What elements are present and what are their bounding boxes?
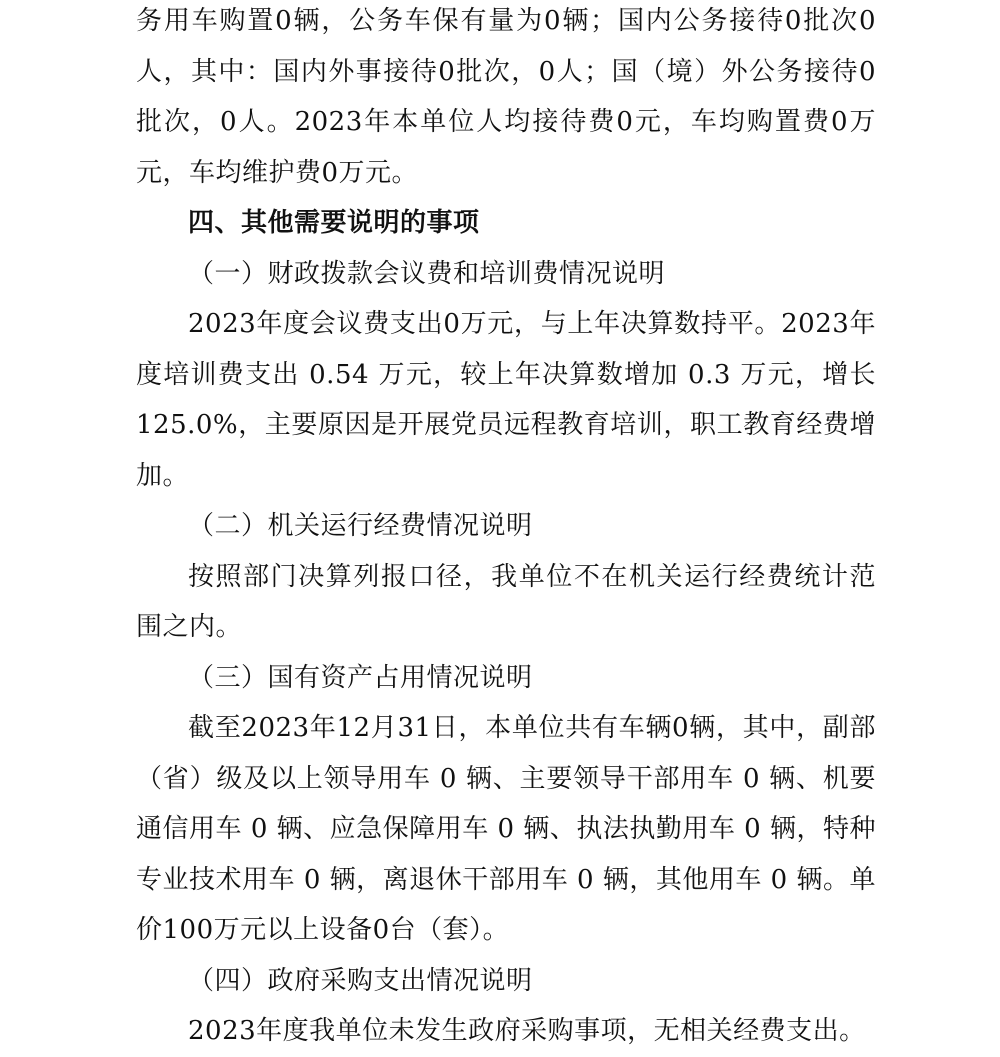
section-heading-other-matters: 四、其他需要说明的事项 bbox=[188, 208, 480, 238]
subheading-meeting-training: （一）财政拨款会议费和培训费情况说明 bbox=[188, 258, 666, 289]
paragraph-operating-expenses: 按照部门决算列报口径，我单位不在机关运行经费统计范围之内。 bbox=[136, 561, 876, 642]
paragraph-procurement: 2023年度我单位未发生政府采购事项，无相关经费支出。 bbox=[188, 1016, 866, 1046]
document-page bbox=[136, 0, 876, 1057]
paragraph-state-assets: 截至2023年12月31日，本单位共有车辆0辆，其中，副部（省）级及以上领导用车 0 辆、主要领导干部用车 0 辆、机要通信用车 0 辆、应急保障用车 0 辆、执法执勤用车 0 辆，特种专业技术用车 0 辆，离退休干部用车 0 辆，其他用车 0 辆。单价100万元以上设备0台（套）。 bbox=[136, 713, 876, 945]
subheading-operating-expenses: （二）机关运行经费情况说明 bbox=[188, 511, 533, 541]
paragraph-vehicle-reception: 务用车购置0辆，公务车保有量为0辆；国内公务接待0批次0人，其中：国内外事接待0批次，0人；国（境）外公务接待0批次，0人。2023年本单位人均接待费0元，车均购置费0万元，车均维护费0万元。 bbox=[136, 6, 876, 188]
subheading-procurement: （四）政府采购支出情况说明 bbox=[188, 965, 533, 996]
paragraph-meeting-training: 2023年度会议费支出0万元，与上年决算数持平。2023年度培训费支出 0.54 万元，较上年决算数增加 0.3 万元，增长125.0%，主要原因是开展党员远程教育培训，职工教育经费增加。 bbox=[136, 309, 876, 491]
subheading-state-assets: （三）国有资产占用情况说明 bbox=[188, 662, 533, 693]
